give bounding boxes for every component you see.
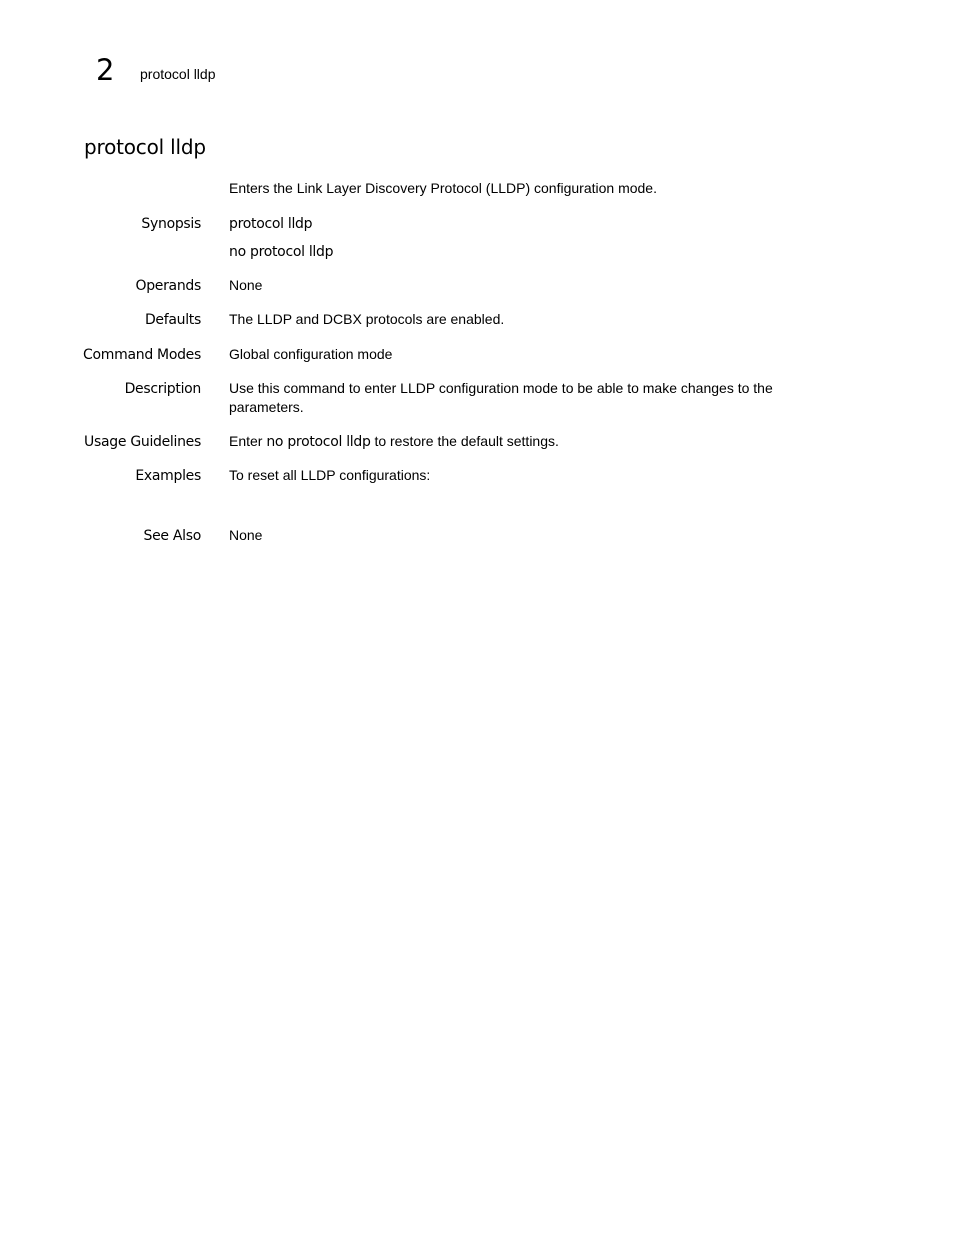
running-header-title: protocol lldp — [140, 66, 216, 82]
usage-guidelines-label: Usage Guidelines — [84, 434, 201, 450]
see-also-text: None — [229, 527, 263, 543]
usage-guidelines-prefix: Enter — [229, 433, 267, 449]
synopsis-line-2: no protocol lldp — [229, 244, 334, 260]
usage-guidelines-command: no protocol lldp — [266, 434, 371, 450]
page-title: protocol lldp — [84, 135, 206, 159]
operands-text: None — [229, 277, 263, 293]
description-line-1: Use this command to enter LLDP configuration mode to be able to make changes to the — [229, 380, 773, 396]
synopsis-label: Synopsis — [141, 216, 201, 232]
see-also-label: See Also — [143, 528, 201, 544]
defaults-text: The LLDP and DCBX protocols are enabled. — [229, 311, 505, 327]
command-modes-text: Global configuration mode — [229, 346, 393, 362]
examples-label: Examples — [135, 468, 201, 484]
operands-label: Operands — [135, 278, 201, 294]
command-modes-label: Command Modes — [83, 347, 201, 363]
examples-text: To reset all LLDP configurations: — [229, 467, 431, 483]
description-label: Description — [124, 381, 201, 397]
chapter-number: 2 — [96, 53, 115, 87]
synopsis-line-1: protocol lldp — [229, 216, 313, 232]
intro-text: Enters the Link Layer Discovery Protocol (LLDP) configuration mode. — [229, 180, 657, 196]
description-line-2: parameters. — [229, 399, 304, 415]
usage-guidelines-suffix: to restore the default settings. — [370, 433, 559, 449]
usage-guidelines-text — [229, 432, 829, 452]
defaults-label: Defaults — [144, 312, 201, 328]
